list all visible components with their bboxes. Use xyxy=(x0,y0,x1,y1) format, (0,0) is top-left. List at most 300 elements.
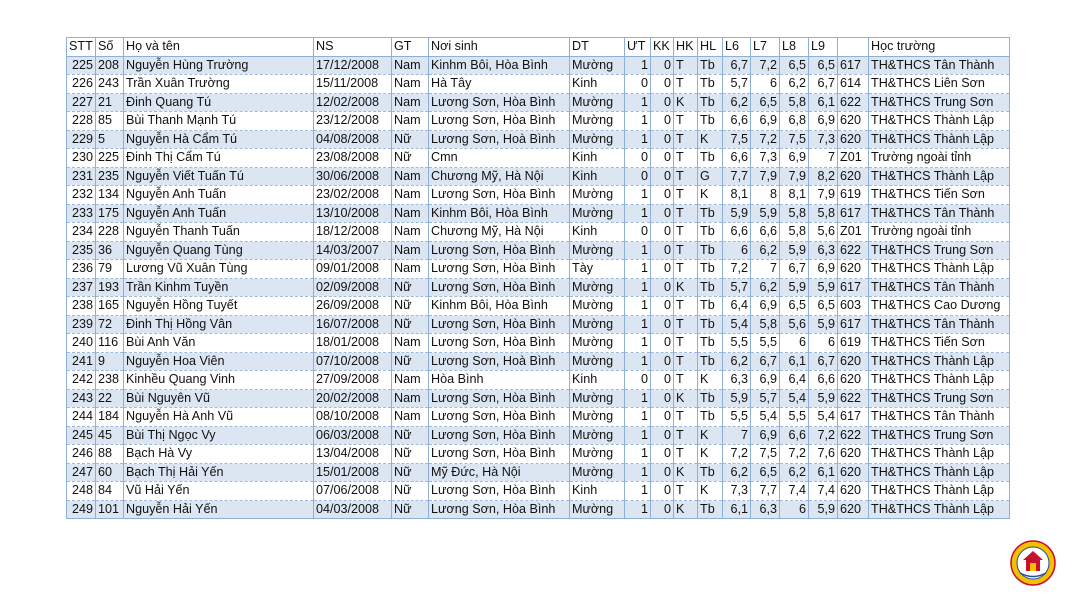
table-cell: Bùi Thị Ngọc Vy xyxy=(124,426,314,445)
table-cell: Lương Sơn, Hòa Bình xyxy=(429,93,570,112)
table-cell: Lương Sơn, Hòa Bình xyxy=(429,445,570,464)
table-cell: T xyxy=(674,445,698,464)
table-cell: Kinhm Bôi, Hòa Bình xyxy=(429,56,570,75)
table-cell: Tb xyxy=(698,75,723,94)
table-cell: 14/03/2007 xyxy=(314,241,392,260)
table-cell: Z01 xyxy=(838,149,869,168)
table-cell: Nữ xyxy=(392,445,429,464)
table-cell: Đinh Thị Cẩm Tú xyxy=(124,149,314,168)
table-cell: Lương Sơn, Hòa Bình xyxy=(429,389,570,408)
table-cell: Mường xyxy=(570,463,625,482)
column-header: L9 xyxy=(809,38,838,57)
table-cell: Lương Sơn, Hòa Bình xyxy=(429,482,570,501)
table-cell: TH&THCS Thành Lập xyxy=(869,260,1010,279)
table-cell: TH&THCS Cao Dương xyxy=(869,297,1010,316)
table-cell: 8,1 xyxy=(723,186,751,205)
table-row xyxy=(67,130,1010,149)
table-cell: 6,3 xyxy=(751,500,780,519)
table-cell: 7,5 xyxy=(780,130,809,149)
table-cell: 15/01/2008 xyxy=(314,463,392,482)
table-cell: 620 xyxy=(838,500,869,519)
table-cell: 0 xyxy=(625,167,651,186)
table-cell: 101 xyxy=(96,500,124,519)
table-cell: 6,6 xyxy=(809,371,838,390)
table-cell: K xyxy=(674,500,698,519)
table-cell: 6 xyxy=(809,334,838,353)
table-row xyxy=(67,445,1010,464)
table-cell: 5,6 xyxy=(809,223,838,242)
table-cell: 20/02/2008 xyxy=(314,389,392,408)
table-cell: 0 xyxy=(651,297,674,316)
table-cell: Nữ xyxy=(392,130,429,149)
table-cell: Kinhm Bôi, Hòa Bình xyxy=(429,297,570,316)
table-cell: 6,9 xyxy=(751,297,780,316)
table-cell: 225 xyxy=(67,56,96,75)
table-cell: 620 xyxy=(838,463,869,482)
table-cell: T xyxy=(674,112,698,131)
table-cell: K xyxy=(674,278,698,297)
table-cell: 0 xyxy=(651,260,674,279)
table-cell: T xyxy=(674,297,698,316)
table-cell: 1 xyxy=(625,500,651,519)
table-cell: 1 xyxy=(625,130,651,149)
table-cell: Tb xyxy=(698,278,723,297)
table-row xyxy=(67,75,1010,94)
table-cell: 02/09/2008 xyxy=(314,278,392,297)
table-cell: 1 xyxy=(625,389,651,408)
column-header: L8 xyxy=(780,38,809,57)
table-cell: 13/10/2008 xyxy=(314,204,392,223)
table-cell: 7,3 xyxy=(751,149,780,168)
table-cell: TH&THCS Trung Sơn xyxy=(869,93,1010,112)
table-cell: Nữ xyxy=(392,278,429,297)
table-cell: 7 xyxy=(751,260,780,279)
table-cell: 5,4 xyxy=(809,408,838,427)
table-cell: Mường xyxy=(570,352,625,371)
table-cell: 16/07/2008 xyxy=(314,315,392,334)
table-cell: 1 xyxy=(625,112,651,131)
table-cell: 5,9 xyxy=(780,241,809,260)
table-cell: 0 xyxy=(651,167,674,186)
table-cell: 8 xyxy=(751,186,780,205)
table-cell: TH&THCS Thành Lập xyxy=(869,352,1010,371)
table-cell: Tb xyxy=(698,408,723,427)
table-cell: 9 xyxy=(96,352,124,371)
table-cell: Vũ Hải Yến xyxy=(124,482,314,501)
table-cell: 617 xyxy=(838,408,869,427)
table-cell: T xyxy=(674,371,698,390)
table-cell: 5,4 xyxy=(751,408,780,427)
table-cell: 242 xyxy=(67,371,96,390)
table-cell: 6,5 xyxy=(780,297,809,316)
table-cell: 622 xyxy=(838,426,869,445)
table-cell: 6,1 xyxy=(780,352,809,371)
table-cell: Nam xyxy=(392,389,429,408)
column-header: DT xyxy=(570,38,625,57)
table-cell: 7,4 xyxy=(809,482,838,501)
table-cell: Nữ xyxy=(392,315,429,334)
table-cell: 26/09/2008 xyxy=(314,297,392,316)
table-cell: 5,7 xyxy=(723,278,751,297)
table-cell: Nguyễn Hà Cẩm Tú xyxy=(124,130,314,149)
table-cell: 88 xyxy=(96,445,124,464)
table-cell: TH&THCS Thành Lập xyxy=(869,463,1010,482)
column-header: STT xyxy=(67,38,96,57)
table-cell: 0 xyxy=(651,75,674,94)
table-cell: 0 xyxy=(651,352,674,371)
table-cell: 246 xyxy=(67,445,96,464)
table-cell: 04/08/2008 xyxy=(314,130,392,149)
table-cell: 36 xyxy=(96,241,124,260)
table-cell: 45 xyxy=(96,426,124,445)
table-cell: 622 xyxy=(838,93,869,112)
table-cell: Mường xyxy=(570,56,625,75)
table-cell: T xyxy=(674,204,698,223)
table-cell: Nguyễn Viết Tuấn Tú xyxy=(124,167,314,186)
table-cell: 1 xyxy=(625,204,651,223)
table-cell: 228 xyxy=(67,112,96,131)
table-cell: 0 xyxy=(651,130,674,149)
table-cell: Kinh xyxy=(570,223,625,242)
table-cell: 7,5 xyxy=(751,445,780,464)
table-row xyxy=(67,426,1010,445)
table-cell: 6,2 xyxy=(780,463,809,482)
column-header: Nơi sinh xyxy=(429,38,570,57)
table-cell: Kinh xyxy=(570,149,625,168)
table-cell: Chương Mỹ, Hà Nội xyxy=(429,167,570,186)
table-cell: Tb xyxy=(698,334,723,353)
table-cell: 6,1 xyxy=(809,93,838,112)
table-cell: 5,7 xyxy=(723,75,751,94)
table-cell: 7,3 xyxy=(723,482,751,501)
table-cell: 8,2 xyxy=(809,167,838,186)
table-cell: 18/12/2008 xyxy=(314,223,392,242)
table-cell: 243 xyxy=(96,75,124,94)
table-cell: 175 xyxy=(96,204,124,223)
table-cell: 6,7 xyxy=(780,260,809,279)
column-header: KK xyxy=(651,38,674,57)
table-cell: Lương Sơn, Hòa Bình xyxy=(429,112,570,131)
table-cell: 6,8 xyxy=(780,112,809,131)
table-cell: 245 xyxy=(67,426,96,445)
table-cell: Tb xyxy=(698,260,723,279)
table-cell: Lương Sơn, Hòa Bình xyxy=(429,334,570,353)
table-cell: Tb xyxy=(698,352,723,371)
table-cell: 6,2 xyxy=(723,93,751,112)
table-cell: Nam xyxy=(392,371,429,390)
table-cell: Nữ xyxy=(392,297,429,316)
table-cell: T xyxy=(674,241,698,260)
column-header: Học trường xyxy=(869,38,1010,57)
table-cell: 6,5 xyxy=(751,93,780,112)
table-cell: 07/06/2008 xyxy=(314,482,392,501)
table-cell: 232 xyxy=(67,186,96,205)
table-cell: 5,9 xyxy=(809,500,838,519)
table-cell: 7,2 xyxy=(723,260,751,279)
table-cell: Đinh Thị Hồng Vân xyxy=(124,315,314,334)
table-cell: 0 xyxy=(651,408,674,427)
table-cell: K xyxy=(698,130,723,149)
table-cell: TH&THCS Thành Lập xyxy=(869,167,1010,186)
table-cell: 233 xyxy=(67,204,96,223)
column-header: Họ và tên xyxy=(124,38,314,57)
table-cell: Nữ xyxy=(392,149,429,168)
table-cell: Tb xyxy=(698,297,723,316)
table-cell: 5,9 xyxy=(809,315,838,334)
table-cell: Hà Tây xyxy=(429,75,570,94)
table-cell: Nam xyxy=(392,112,429,131)
table-cell: T xyxy=(674,75,698,94)
table-cell: Chương Mỹ, Hà Nội xyxy=(429,223,570,242)
table-cell: TH&THCS Trung Sơn xyxy=(869,389,1010,408)
table-cell: 5,5 xyxy=(723,334,751,353)
table-cell: 1 xyxy=(625,278,651,297)
table-cell: Tb xyxy=(698,389,723,408)
table-cell: 6,7 xyxy=(751,352,780,371)
table-cell: 7,2 xyxy=(751,56,780,75)
table-cell: 1 xyxy=(625,241,651,260)
table-cell: 248 xyxy=(67,482,96,501)
table-cell: TH&THCS Tiến Sơn xyxy=(869,186,1010,205)
table-cell: Mường xyxy=(570,500,625,519)
table-cell: Bùi Thanh Mạnh Tú xyxy=(124,112,314,131)
table-cell: 620 xyxy=(838,260,869,279)
table-cell: 1 xyxy=(625,352,651,371)
table-cell: 0 xyxy=(651,482,674,501)
table-cell: Mường xyxy=(570,186,625,205)
table-row xyxy=(67,352,1010,371)
table-cell: T xyxy=(674,167,698,186)
table-cell: 620 xyxy=(838,167,869,186)
table-cell: Mường xyxy=(570,334,625,353)
table-cell: Tb xyxy=(698,463,723,482)
table-cell: Nguyễn Hà Anh Vũ xyxy=(124,408,314,427)
table-row xyxy=(67,167,1010,186)
table-cell: TH&THCS Thành Lập xyxy=(869,500,1010,519)
table-cell: 5,9 xyxy=(809,278,838,297)
table-cell: K xyxy=(698,371,723,390)
table-cell: Lương Sơn, Hòa Bình xyxy=(429,500,570,519)
table-cell: Mỹ Đức, Hà Nội xyxy=(429,463,570,482)
table-row xyxy=(67,260,1010,279)
table-cell: 6,6 xyxy=(723,223,751,242)
table-cell: T xyxy=(674,352,698,371)
table-cell: 208 xyxy=(96,56,124,75)
table-cell: 247 xyxy=(67,463,96,482)
table-cell: 237 xyxy=(67,278,96,297)
table-row xyxy=(67,112,1010,131)
table-cell: K xyxy=(698,445,723,464)
table-cell: Mường xyxy=(570,389,625,408)
table-row xyxy=(67,463,1010,482)
table-cell: Mường xyxy=(570,112,625,131)
table-cell: 7,9 xyxy=(809,186,838,205)
table-cell: 0 xyxy=(651,149,674,168)
table-cell: Mường xyxy=(570,130,625,149)
table-cell: 1 xyxy=(625,260,651,279)
table-cell: 603 xyxy=(838,297,869,316)
table-cell: Lương Sơn, Hoà Bình xyxy=(429,352,570,371)
table-cell: Nguyễn Quang Tùng xyxy=(124,241,314,260)
table-cell: 617 xyxy=(838,315,869,334)
table-cell: TH&THCS Tân Thành xyxy=(869,315,1010,334)
table-cell: 09/01/2008 xyxy=(314,260,392,279)
table-cell: 7,2 xyxy=(780,445,809,464)
table-row xyxy=(67,278,1010,297)
table-cell: 5,5 xyxy=(780,408,809,427)
table-cell: 0 xyxy=(625,223,651,242)
table-cell: 08/10/2008 xyxy=(314,408,392,427)
table-cell: 244 xyxy=(67,408,96,427)
table-cell: 193 xyxy=(96,278,124,297)
table-cell: 7,6 xyxy=(809,445,838,464)
table-cell: 1 xyxy=(625,482,651,501)
table-cell: K xyxy=(674,93,698,112)
table-cell: 6,3 xyxy=(723,371,751,390)
table-cell: 620 xyxy=(838,482,869,501)
table-cell: 6,4 xyxy=(780,371,809,390)
table-cell: 0 xyxy=(625,75,651,94)
table-cell: 21 xyxy=(96,93,124,112)
table-cell: Kinhều Quang Vinh xyxy=(124,371,314,390)
table-cell: K xyxy=(674,389,698,408)
table-cell: 0 xyxy=(651,278,674,297)
table-cell: 165 xyxy=(96,297,124,316)
table-cell: 6,6 xyxy=(723,149,751,168)
table-cell: Tb xyxy=(698,204,723,223)
table-cell: Nam xyxy=(392,204,429,223)
table-cell: 6,6 xyxy=(780,426,809,445)
table-cell: 1 xyxy=(625,334,651,353)
table-cell: 617 xyxy=(838,56,869,75)
table-cell: Kinh xyxy=(570,167,625,186)
table-cell: G xyxy=(698,167,723,186)
table-cell: 23/08/2008 xyxy=(314,149,392,168)
table-cell: 0 xyxy=(651,315,674,334)
table-cell: 241 xyxy=(67,352,96,371)
table-cell: TH&THCS Thành Lập xyxy=(869,112,1010,131)
table-cell: 239 xyxy=(67,315,96,334)
table-cell: 22 xyxy=(96,389,124,408)
table-cell: Tb xyxy=(698,500,723,519)
table-cell: Nguyễn Anh Tuấn xyxy=(124,204,314,223)
table-cell: Lương Vũ Xuân Tùng xyxy=(124,260,314,279)
table-cell: Nam xyxy=(392,167,429,186)
table-cell: 6,5 xyxy=(780,56,809,75)
table-row xyxy=(67,241,1010,260)
table-cell: T xyxy=(674,315,698,334)
table-cell: 5,8 xyxy=(780,93,809,112)
table-cell: TH&THCS Tân Thành xyxy=(869,408,1010,427)
table-cell: 5,9 xyxy=(809,389,838,408)
table-cell: Mường xyxy=(570,241,625,260)
table-cell: 6,5 xyxy=(751,463,780,482)
table-cell: 85 xyxy=(96,112,124,131)
table-cell: 6,2 xyxy=(780,75,809,94)
table-cell: 226 xyxy=(67,75,96,94)
table-cell: 1 xyxy=(625,186,651,205)
table-cell: K xyxy=(698,426,723,445)
table-row xyxy=(67,93,1010,112)
table-row xyxy=(67,186,1010,205)
table-cell: 72 xyxy=(96,315,124,334)
table-cell: 6 xyxy=(780,334,809,353)
table-cell: Tb xyxy=(698,241,723,260)
table-cell: 6,1 xyxy=(723,500,751,519)
table-cell: 0 xyxy=(651,371,674,390)
table-cell: 7,3 xyxy=(809,130,838,149)
table-cell: 30/06/2008 xyxy=(314,167,392,186)
table-cell: 6,9 xyxy=(751,371,780,390)
table-cell: Z01 xyxy=(838,223,869,242)
table-cell: Nam xyxy=(392,260,429,279)
table-cell: 06/03/2008 xyxy=(314,426,392,445)
table-cell: Bạch Thị Hải Yến xyxy=(124,463,314,482)
table-cell: Mường xyxy=(570,408,625,427)
table-cell: 04/03/2008 xyxy=(314,500,392,519)
table-cell: Bạch Hà Vy xyxy=(124,445,314,464)
table-row xyxy=(67,500,1010,519)
table-cell: 620 xyxy=(838,371,869,390)
table-cell: T xyxy=(674,130,698,149)
table-cell: 6,7 xyxy=(723,56,751,75)
table-cell: Cmn xyxy=(429,149,570,168)
table-cell: 617 xyxy=(838,278,869,297)
table-cell: 18/01/2008 xyxy=(314,334,392,353)
table-cell: Nguyễn Thanh Tuấn xyxy=(124,223,314,242)
table-cell: TH&THCS Thành Lập xyxy=(869,445,1010,464)
table-cell: 84 xyxy=(96,482,124,501)
table-cell: 6,3 xyxy=(809,241,838,260)
table-cell: T xyxy=(674,260,698,279)
table-row xyxy=(67,408,1010,427)
table-cell: 07/10/2008 xyxy=(314,352,392,371)
table-cell: 15/11/2008 xyxy=(314,75,392,94)
table-cell: TH&THCS Tân Thành xyxy=(869,204,1010,223)
table-cell: 619 xyxy=(838,334,869,353)
table-cell: Nguyễn Anh Tuấn xyxy=(124,186,314,205)
column-header: Số xyxy=(96,38,124,57)
table-cell: 230 xyxy=(67,149,96,168)
table-cell: K xyxy=(698,186,723,205)
school-emblem-icon xyxy=(1010,540,1056,586)
table-cell: 0 xyxy=(651,186,674,205)
column-header: L6 xyxy=(723,38,751,57)
table-cell: 1 xyxy=(625,426,651,445)
table-cell: 228 xyxy=(96,223,124,242)
table-cell: Mường xyxy=(570,204,625,223)
table-cell: Mường xyxy=(570,93,625,112)
table-cell: TH&THCS Thành Lập xyxy=(869,482,1010,501)
table-cell: 7,4 xyxy=(780,482,809,501)
table-cell: 617 xyxy=(838,204,869,223)
table-cell: Trường ngoài tỉnh xyxy=(869,223,1010,242)
table-cell: 6,9 xyxy=(751,426,780,445)
table-cell: Lương Sơn, Hòa Bình xyxy=(429,241,570,260)
table-cell: 7 xyxy=(723,426,751,445)
table-cell: Nam xyxy=(392,408,429,427)
column-header: HK xyxy=(674,38,698,57)
table-cell: TH&THCS Tân Thành xyxy=(869,278,1010,297)
table-cell: Trường ngoài tỉnh xyxy=(869,149,1010,168)
table-cell: 6,4 xyxy=(723,297,751,316)
table-cell: 0 xyxy=(625,149,651,168)
table-cell: K xyxy=(698,482,723,501)
table-cell: 13/04/2008 xyxy=(314,445,392,464)
table-row xyxy=(67,149,1010,168)
table-cell: Nam xyxy=(392,56,429,75)
table-cell: 6,2 xyxy=(723,352,751,371)
